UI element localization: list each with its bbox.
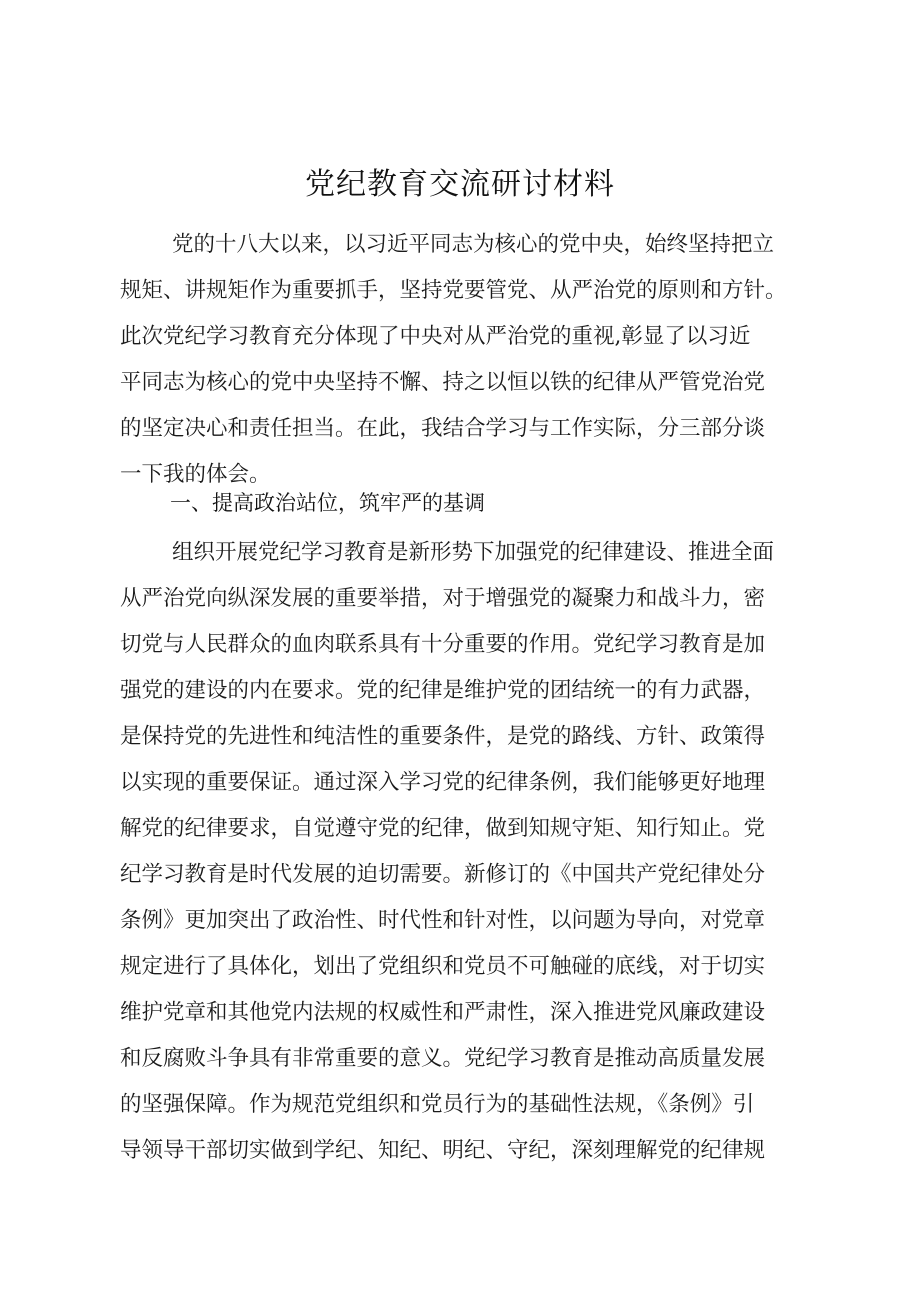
paragraph-line: 和反腐败斗争具有非常重要的意义。党纪学习教育是推动高质量发展	[120, 1046, 766, 1071]
paragraph-line: 维护党章和其他党内法规的权威性和严肃性，深入推进党风廉政建设	[120, 1000, 766, 1025]
paragraph-line: 导领导干部切实做到学纪、知纪、明纪、守纪，深刻理解党的纪律规	[120, 1138, 766, 1163]
paragraph-line: 此次党纪学习教育充分体现了中央对从严治党的重视,彰显了以习近	[120, 324, 751, 349]
paragraph-line: 组织开展党纪学习教育是新形势下加强党的纪律建设、推进全面	[172, 540, 775, 565]
paragraph-line: 是保持党的先进性和纯洁性的重要条件，是党的路线、方针、政策得	[120, 724, 766, 749]
paragraph-line: 规定进行了具体化，划出了党组织和党员不可触碰的底线，对于切实	[120, 954, 766, 979]
paragraph-line: 一下我的体会。	[120, 462, 271, 487]
section-heading: 一、提高政治站位，筑牢严的基调	[170, 491, 485, 515]
paragraph-line: 平同志为核心的党中央坚持不懈、持之以恒以铁的纪律从严管党治党	[120, 370, 766, 395]
paragraph-line: 解党的纪律要求，自觉遵守党的纪律，做到知规守矩、知行知止。党	[120, 816, 766, 841]
paragraph-line: 从严治党向纵深发展的重要举措，对于增强党的凝聚力和战斗力，密	[120, 586, 766, 611]
paragraph-line: 强党的建设的内在要求。党的纪律是维护党的团结统一的有力武器，	[120, 678, 766, 703]
paragraph-line: 的坚强保障。作为规范党组织和党员行为的基础性法规，《条例》引	[120, 1092, 755, 1117]
paragraph-line: 规矩、讲规矩作为重要抓手，坚持党要管党、从严治党的原则和方针。	[120, 278, 787, 303]
paragraph-line: 党的十八大以来，以习近平同志为核心的党中央，始终坚持把立	[172, 232, 775, 257]
paragraph-line: 的坚定决心和责任担当。在此，我结合学习与工作实际，分三部分谈	[120, 416, 766, 441]
paragraph-line: 条例》更加突出了政治性、时代性和针对性，以问题为导向，对党章	[120, 908, 766, 933]
paragraph-line: 切党与人民群众的血肉联系具有十分重要的作用。党纪学习教育是加	[120, 632, 766, 657]
paragraph-line: 以实现的重要保证。通过深入学习党的纪律条例，我们能够更好地理	[120, 770, 766, 795]
document-title: 党纪教育交流研讨材料	[305, 167, 615, 202]
paragraph-line: 纪学习教育是时代发展的迫切需要。新修订的《中国共产党纪律处分	[120, 862, 766, 887]
